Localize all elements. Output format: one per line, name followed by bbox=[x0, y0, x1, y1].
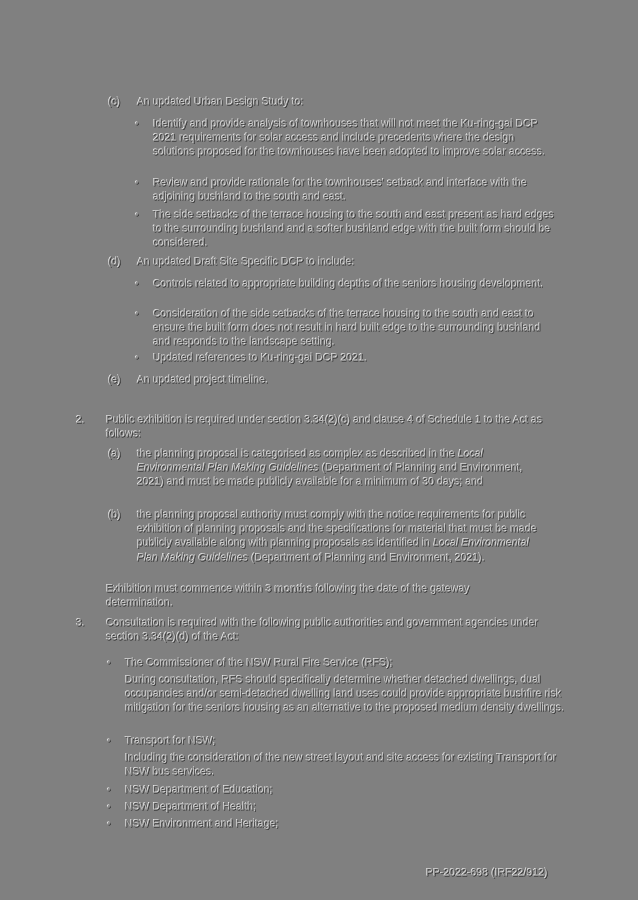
item-d-bullet-1: • Controls related to appropriate building depths of the seniors housing development. bbox=[153, 277, 548, 291]
agency-environment: • NSW Environment and Heritage; bbox=[125, 817, 565, 831]
section-2a-label: (a) bbox=[108, 448, 121, 460]
item-e-label: (e) bbox=[108, 374, 121, 386]
item-c-label: (c) bbox=[108, 96, 121, 108]
section-2-number: 2. bbox=[76, 414, 85, 426]
section-2b-label: (b) bbox=[108, 509, 121, 521]
item-c-bullet-1: • Identify and provide analysis of townhouses that will not meet the Ku-ring-gai DCP 2021 requirements for solar access and include precedents where the design solutions proposed for the townhouses have been adopted to improve solar access. bbox=[153, 117, 558, 160]
section-2b-text: the planning proposal authority must comply with the notice requirements for public exhibition of planning proposals and the specifications for material that must be made publicly available along with planning proposals as identified in Local Environmental Plan Making Guidelines (Department of Planning and Environment, 2021). bbox=[137, 509, 537, 564]
agency-tfnsw-title: • Transport for NSW; bbox=[125, 734, 565, 748]
footer-reference: PP-2022-698 (IRF22/912) bbox=[426, 867, 548, 879]
section-3-number: 3. bbox=[76, 617, 85, 629]
agency-tfnsw-detail: Including the consideration of the new street layout and site access for existing Transport for NSW bus services. bbox=[125, 752, 557, 779]
item-d-label: (d) bbox=[108, 256, 121, 268]
section-2-text: Public exhibition is required under section 3.34(2)(c) and clause 4 of Schedule 1 to the Act as follows: bbox=[106, 414, 543, 441]
item-d-bullet-2: • Consideration of the side setbacks of the terrace housing to the south and east to ensure the built form does not result in hard built edge to the surrounding bushland and responds to the landscape setting. bbox=[153, 307, 548, 350]
section-2a-text: the planning proposal is categorised as complex as described in the Local Environmental Plan Making Guidelines (Department of Planning and Environment, 2021) and must be made publicly available for a minimum of 30 days; and bbox=[137, 448, 523, 489]
exhibition-note: Exhibition must commence within 3 months following the date of the gateway determination. bbox=[106, 583, 470, 610]
agency-health: • NSW Department of Health; bbox=[125, 800, 565, 814]
item-c-text: An updated Urban Design Study to: bbox=[137, 96, 304, 108]
agency-rfs-title: • The Commissioner of the NSW Rural Fire Service (RFS); bbox=[125, 656, 565, 670]
item-c-bullet-3: • The side setbacks of the terrace housing to the south and east present as hard edges to the surrounding bushland and a softer bushland edge with the built form should be considered. bbox=[153, 208, 558, 251]
item-d-text: An updated Draft Site Specific DCP to include: bbox=[137, 256, 355, 268]
agency-rfs-detail: During consultation, RFS should specifically determine whether detached dwellings, dual occupancies and/or semi-detached dwelling land uses could provide appropriate bushfire risk mitigation for the seniors housing as an alternative to the proposed medium density dwellings. bbox=[125, 674, 565, 715]
item-c-bullet-2: • Review and provide rationale for the townhouses' setback and interface with the adjoining bushland to the south and east. bbox=[153, 176, 558, 204]
item-d-bullet-3: • Updated references to Ku-ring-gai DCP 2021. bbox=[153, 351, 548, 365]
agency-education: • NSW Department of Education; bbox=[125, 783, 565, 797]
section-3-text: Consultation is required with the following public authorities and government agencies under section 3.34(2)(d) of the Act: bbox=[106, 617, 539, 644]
item-e-text: An updated project timeline. bbox=[137, 374, 269, 386]
